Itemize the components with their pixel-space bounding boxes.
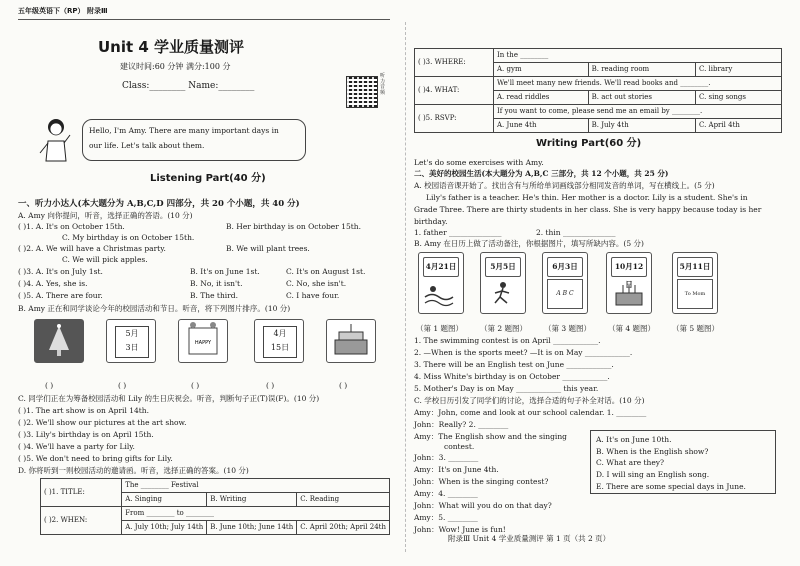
dialog-options-box (590, 430, 776, 494)
svg-text:HAPPY: HAPPY (194, 340, 212, 346)
a4-option-a: ( )4. A. Yes, she is. (18, 279, 88, 288)
calendar-label-1: （第 1 题图） (416, 324, 464, 333)
b-blank-1[interactable]: ( ) (45, 381, 54, 390)
a3-option-c: C. It's on August 1st. (286, 267, 366, 276)
c-question-3: ( )3. Lily's birthday is on April 15th. (18, 430, 154, 439)
d-q2-b: B. June 10th; June 14th (207, 521, 297, 535)
dialog-line-9[interactable]: Amy：5. ________ (414, 513, 478, 522)
option-e: E. There are some special days in June. (596, 481, 746, 491)
dialog-line-3: Amy：The English show and the singing (414, 432, 567, 441)
d-q2-c: C. April 20th; April 24th (297, 521, 390, 535)
calendar-month-april: 4月 (273, 329, 287, 338)
card-to-mom-icon: To Mom (677, 279, 713, 309)
d-q5-stem: If you want to come, please send me an email by ________. (494, 105, 782, 119)
c-question-4: ( )4. We'll have a party for Lily. (18, 442, 135, 451)
class-name-line: Class:________ Name:________ (122, 81, 255, 91)
a4-option-b: B. No, it isn't. (190, 279, 243, 288)
b-picture-3 (178, 319, 228, 363)
d-q2-stem: From ________ to ________ (122, 507, 390, 521)
calendar-5 (672, 252, 718, 314)
speech-bubble (82, 119, 306, 161)
dialog-line-6: John：When is the singing contest? (414, 477, 549, 486)
d-q1-stem: The ________ Festival (122, 479, 390, 493)
a2-option-b: B. We will plant trees. (226, 244, 310, 253)
a1-option-b: B. Her birthday is on October 15th. (226, 222, 361, 231)
d-q1-b: B. Writing (207, 493, 297, 507)
swimmer-icon (423, 279, 459, 309)
a2-option-c: C. We will pick apples. (62, 255, 148, 264)
dialog-line-8: John：What will you do on that day? (414, 501, 552, 510)
runner-icon (485, 279, 521, 309)
a3-option-a: ( )3. A. It's on July 1st. (18, 267, 103, 276)
cake-icon (611, 279, 647, 309)
a1-option-a: ( )1. A. It's on October 15th. (18, 222, 125, 231)
dialog-line-1[interactable]: Amy：John, come and look at our school calendar. 1. ________ (414, 408, 647, 417)
d-q5-a: A. June 4th (494, 119, 589, 133)
a1-option-c: C. My birthday is on October 15th. (62, 233, 195, 242)
bubble-line-1: Hello, I'm Amy. There are many important days in (89, 126, 279, 135)
b-picture-4 (254, 319, 304, 363)
w-b-question-2[interactable]: 2. —When is the sports meet? —It is on May ____________. (414, 348, 633, 357)
d-table-right (414, 48, 782, 133)
w-b-question-4[interactable]: 4. Miss White's birthday is on October ____________. (414, 372, 610, 381)
qr-caption: 听力音频 (380, 73, 386, 96)
b-picture-1 (34, 319, 84, 363)
option-c: C. What are they? (596, 458, 665, 468)
calendar-1-date: 4月21日 (423, 257, 459, 277)
listening-section-heading: 一、听力小达人(本大题分为 A,B,C,D 四部分，共 20 个小题，共 40 分) (18, 199, 300, 209)
dialog-line-7[interactable]: Amy：4. ________ (414, 489, 478, 498)
w-part-a-title: A. 校园语音课开始了。找出含有与所给单词画线部分相同发音的单词，写在横线上。(5 分) (414, 181, 715, 190)
d-q5-c: C. April 4th (695, 119, 781, 133)
calendar-1 (418, 252, 464, 314)
part-c-title: C. 同学们正在为筹备校园活动和 Lily 的生日庆祝会。听音，判断句子正(T)误(F)。(10 分) (18, 394, 320, 403)
w-b-question-1[interactable]: 1. The swimming contest is on April ____________. (414, 336, 601, 345)
column-divider (405, 22, 406, 552)
d-q4-b: B. act out stories (588, 91, 695, 105)
d-q4-stem: We'll meet many new friends. We'll read books and ________. (494, 77, 782, 91)
calendar-day-3: 3日 (125, 343, 139, 352)
d-q4-a: A. read riddles (494, 91, 589, 105)
calendar-label-2: （第 2 题图） (480, 324, 528, 333)
d-q3-b: B. reading room (588, 63, 695, 77)
calendar-day-15: 15日 (270, 343, 290, 352)
calendar-label-3: （第 3 题图） (544, 324, 592, 333)
d-q3-c: C. library (695, 63, 781, 77)
option-d: D. I will sing an English song. (596, 469, 710, 479)
c-question-5: ( )5. We don't need to bring gifts for Lily. (18, 454, 173, 463)
d-q3-a: A. gym (494, 63, 589, 77)
w-a-fill-2[interactable]: 2. thin ______________ (536, 228, 616, 237)
b-picture-2 (106, 319, 156, 363)
calendar-5-date: 5月11日 (677, 257, 713, 277)
abc-test-icon: A B C (547, 279, 583, 309)
calendar-label-4: （第 4 题图） (608, 324, 656, 333)
part-d-title: D. 你将听到一则校园活动的邀请函。听音，选择正确的答案。(10 分) (18, 466, 249, 475)
option-b: B. When is the English show? (596, 446, 709, 456)
b-blank-5[interactable]: ( ) (339, 381, 348, 390)
time-score: 建议时间:60 分钟 满分:100 分 (120, 62, 231, 71)
calendar-4-date: 10月12日 (611, 257, 647, 277)
bubble-line-2: our life. Let's talk about them. (89, 141, 205, 150)
birthday-cake-icon (327, 320, 375, 362)
dialog-line-5: Amy：It's on June 4th. (414, 465, 499, 474)
part-b-title: B. Amy 正在和同学谈论今年的校园活动和节日。听音，将下列图片排序。(10 分) (18, 304, 291, 313)
writing-section-heading: 二、美好的校园生活(本大题分为 A,B,C 三部分，共 12 个小题，共 25 分) (414, 169, 669, 178)
amy-girl-icon (36, 115, 76, 163)
writing-title: Writing Part(60 分) (536, 138, 642, 149)
a2-option-a: ( )2. A. We will have a Christmas party. (18, 244, 166, 253)
qr-code-icon (346, 76, 378, 108)
a4-option-c: C. No, she isn't. (286, 279, 347, 288)
d-q3: ( )3. WHERE: (415, 49, 494, 77)
dialog-line-3b: contest. (444, 442, 475, 451)
calendar-3-date: 6月3日 (547, 257, 583, 277)
calendar-3 (542, 252, 588, 314)
w-b-question-5[interactable]: 5. Mother's Day is on May ____________ this year. (414, 384, 599, 393)
writing-intro: Let's do some exercises with Amy. (414, 158, 544, 167)
b-blank-3[interactable]: ( ) (191, 381, 200, 390)
page-footer: 附录Ⅲ Unit 4 学业质量测评 第 1 页（共 2 页） (448, 534, 611, 543)
calendar-2-date: 5月5日 (485, 257, 521, 277)
d-q4: ( )4. WHAT: (415, 77, 494, 105)
w-b-question-3[interactable]: 3. There will be an English test on June ____________. (414, 360, 614, 369)
w-part-c-title: C. 学校日历引发了同学们的讨论，选择合适的句子补全对话。(10 分) (414, 396, 645, 405)
w-a-fill-1[interactable]: 1. father ______________ (414, 228, 502, 237)
b-blank-2[interactable]: ( ) (118, 381, 127, 390)
calendar-month-may: 5月 (125, 329, 139, 338)
christmas-tree-icon (35, 320, 83, 362)
a5-option-b: B. The third. (190, 291, 238, 300)
dialog-line-10: John：Wow! June is fun! (414, 525, 506, 534)
d-q1: ( )1. TITLE: (41, 479, 122, 507)
calendar-label-5: （第 5 题图） (672, 324, 720, 333)
listening-title: Listening Part(40 分) (150, 173, 266, 184)
d-table-left (40, 478, 390, 535)
w-a-passage-2: Grade Three. There are thirty students in her class. She is very happy because today is her (414, 205, 762, 214)
w-part-b-title: B. Amy 在日历上做了活动备注，你根据图片，填写所缺内容。(5 分) (414, 239, 644, 248)
calendar-4 (606, 252, 652, 314)
d-q4-c: C. sing songs (695, 91, 781, 105)
d-q5-b: B. July 4th (588, 119, 695, 133)
d-q1-a: A. Singing (122, 493, 207, 507)
dialog-line-4[interactable]: John：3. ________ (414, 453, 479, 462)
option-a: A. It's on June 10th. (596, 435, 672, 444)
b-picture-5 (326, 319, 376, 363)
a5-option-a: ( )5. A. There are four. (18, 291, 103, 300)
d-q5: ( )5. RSVP: (415, 105, 494, 133)
c-question-1: ( )1. The art show is on April 14th. (18, 406, 150, 415)
w-a-passage-3: birthday. (414, 217, 448, 226)
dialog-line-2[interactable]: John：Really? 2. ________ (414, 420, 509, 429)
header-rule (18, 19, 390, 20)
d-q3-stem: In the ________ (494, 49, 782, 63)
a5-option-c: C. I have four. (286, 291, 340, 300)
part-a-title: A. Amy 向你提问，听音，选择正确的答语。(10 分) (18, 211, 193, 220)
birthday-card-icon (179, 320, 227, 362)
d-q2-a: A. July 10th; July 14th (122, 521, 207, 535)
book-header: 五年级英语下（RP） 附录Ⅲ (18, 7, 108, 15)
page-title: Unit 4 学业质量测评 (98, 38, 245, 56)
d-q1-c: C. Reading (297, 493, 390, 507)
c-question-2: ( )2. We'll show our pictures at the art show. (18, 418, 187, 427)
a3-option-b: B. It's on June 1st. (190, 267, 260, 276)
calendar-2 (480, 252, 526, 314)
d-q2: ( )2. WHEN: (41, 507, 122, 535)
w-a-passage-1: Lily's father is a teacher. He's thin. Her mother is a doctor. Lily is a student. She's in (426, 193, 748, 202)
b-blank-4[interactable]: ( ) (266, 381, 275, 390)
